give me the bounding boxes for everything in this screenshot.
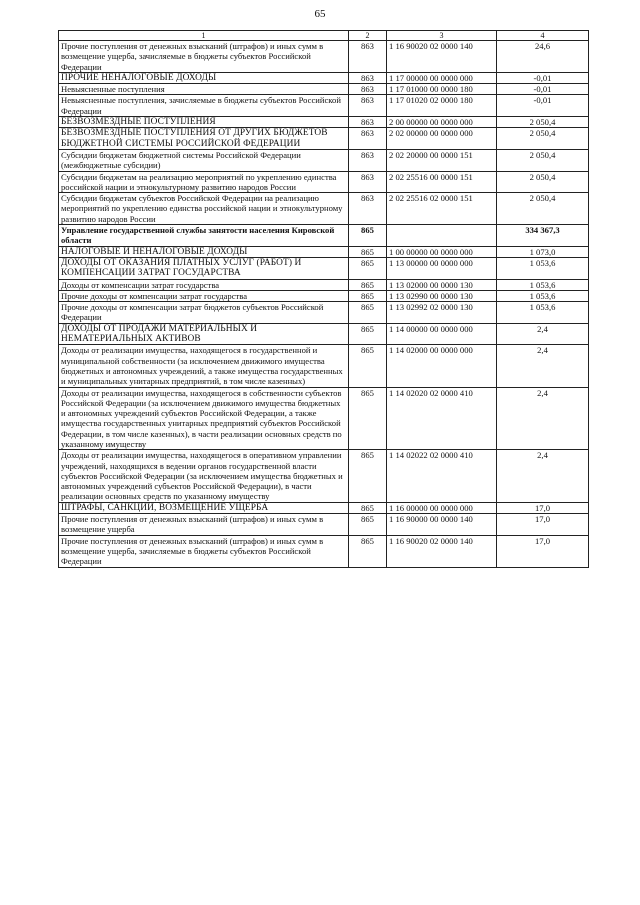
column-number: 4 bbox=[497, 31, 589, 41]
table-row bbox=[59, 193, 589, 225]
budget-classification-code-cell: 1 16 00000 00 0000 000 bbox=[387, 502, 497, 513]
amount-cell: 2,4 bbox=[497, 450, 589, 502]
table-row bbox=[59, 149, 589, 171]
table-row bbox=[59, 171, 589, 193]
table-row bbox=[59, 41, 589, 73]
amount-cell: 1 053,6 bbox=[497, 302, 589, 324]
table-row bbox=[59, 535, 589, 567]
table-row bbox=[59, 345, 589, 387]
table-row bbox=[59, 128, 589, 150]
admin-code-cell: 865 bbox=[349, 450, 387, 502]
income-name-cell: Прочие поступления от денежных взысканий (штрафов) и иных сумм в возмещение ущерба, зачисляемые в бюджеты субъектов Российской Федерации bbox=[59, 41, 349, 73]
page-number: 65 bbox=[314, 8, 326, 20]
income-name-cell: ПРОЧИЕ НЕНАЛОГОВЫЕ ДОХОДЫ bbox=[59, 72, 349, 83]
table-row bbox=[59, 279, 589, 290]
budget-classification-code-cell: 1 14 02000 00 0000 000 bbox=[387, 345, 497, 387]
budget-classification-code-cell: 1 13 02992 02 0000 130 bbox=[387, 302, 497, 324]
admin-code-cell: 865 bbox=[349, 257, 387, 279]
income-name-cell: Прочие доходы от компенсации затрат государства bbox=[59, 290, 349, 301]
table-row bbox=[59, 450, 589, 502]
income-name-cell: Доходы от реализации имущества, находящегося в государственной и муниципальной собственности (за исключением движимого имущества бюджетных и автономных учреждений, а также имущества государственных и муниципальных унитарных предприятий, в том числе казенных) bbox=[59, 345, 349, 387]
amount-cell: 17,0 bbox=[497, 514, 589, 536]
amount-cell: 2 050,4 bbox=[497, 149, 589, 171]
income-name-cell: Субсидии бюджетам на реализацию мероприятий по укреплению единства российской нации и этнокультурному развитию народов России bbox=[59, 171, 349, 193]
income-name-cell: Прочие поступления от денежных взысканий (штрафов) и иных сумм в возмещение ущерба, зачисляемые в бюджеты субъектов Российской Федерации bbox=[59, 535, 349, 567]
admin-code-cell: 863 bbox=[349, 72, 387, 83]
table-row bbox=[59, 323, 589, 345]
table-row bbox=[59, 387, 589, 450]
table-row bbox=[59, 257, 589, 279]
amount-cell: 334 367,3 bbox=[497, 225, 589, 247]
income-name-cell: Управление государственной службы занятости населения Кировской области bbox=[59, 225, 349, 247]
income-name-cell: БЕЗВОЗМЕЗДНЫЕ ПОСТУПЛЕНИЯ ОТ ДРУГИХ БЮДЖЕТОВ БЮДЖЕТНОЙ СИСТЕМЫ РОССИЙСКОЙ ФЕДЕРАЦИИ bbox=[59, 128, 349, 150]
admin-code-cell: 865 bbox=[349, 323, 387, 345]
budget-classification-code-cell: 1 17 01020 02 0000 180 bbox=[387, 95, 497, 117]
budget-classification-code-cell: 1 13 02000 00 0000 130 bbox=[387, 279, 497, 290]
amount-cell: 2,4 bbox=[497, 345, 589, 387]
budget-classification-code-cell: 1 13 02990 00 0000 130 bbox=[387, 290, 497, 301]
budget-classification-code-cell: 1 16 90020 02 0000 140 bbox=[387, 535, 497, 567]
table-row bbox=[59, 246, 589, 257]
amount-cell: 2 050,4 bbox=[497, 128, 589, 150]
amount-cell: 2 050,4 bbox=[497, 171, 589, 193]
admin-code-cell: 863 bbox=[349, 171, 387, 193]
admin-code-cell: 865 bbox=[349, 535, 387, 567]
budget-classification-code-cell: 1 17 00000 00 0000 000 bbox=[387, 72, 497, 83]
budget-classification-code-cell: 2 02 25516 00 0000 151 bbox=[387, 171, 497, 193]
amount-cell: 17,0 bbox=[497, 502, 589, 513]
budget-classification-code-cell: 1 00 00000 00 0000 000 bbox=[387, 246, 497, 257]
admin-code-cell: 863 bbox=[349, 84, 387, 95]
budget-classification-code-cell: 2 02 25516 02 0000 151 bbox=[387, 193, 497, 225]
budget-classification-code-cell: 1 16 90000 00 0000 140 bbox=[387, 514, 497, 536]
income-name-cell: Доходы от реализации имущества, находящегося в собственности субъектов Российской Федерации (за исключением движимого имущества бюджетных и автономных учреждений субъектов Российской Федерации, а также имущества государственных унитарных предприятий субъектов Российской Федерации, в том числе казенных), в части реализации основных средств по указанному имуществу bbox=[59, 387, 349, 450]
admin-code-cell: 865 bbox=[349, 246, 387, 257]
amount-cell: -0,01 bbox=[497, 72, 589, 83]
income-name-cell: НАЛОГОВЫЕ И НЕНАЛОГОВЫЕ ДОХОДЫ bbox=[59, 246, 349, 257]
amount-cell: 1 073,0 bbox=[497, 246, 589, 257]
column-numbers-row bbox=[59, 31, 589, 41]
income-name-cell: Прочие доходы от компенсации затрат бюджетов субъектов Российской Федерации bbox=[59, 302, 349, 324]
income-name-cell: Прочие поступления от денежных взысканий (штрафов) и иных сумм в возмещение ущерба bbox=[59, 514, 349, 536]
admin-code-cell: 865 bbox=[349, 514, 387, 536]
budget-classification-code-cell bbox=[387, 225, 497, 247]
admin-code-cell: 863 bbox=[349, 193, 387, 225]
income-name-cell: ДОХОДЫ ОТ ПРОДАЖИ МАТЕРИАЛЬНЫХ И НЕМАТЕРИАЛЬНЫХ АКТИВОВ bbox=[59, 323, 349, 345]
admin-code-cell: 863 bbox=[349, 149, 387, 171]
admin-code-cell: 865 bbox=[349, 279, 387, 290]
budget-classification-code-cell: 1 14 02022 02 0000 410 bbox=[387, 450, 497, 502]
budget-classification-code-cell: 1 16 90020 02 0000 140 bbox=[387, 41, 497, 73]
amount-cell: 24,6 bbox=[497, 41, 589, 73]
table-row bbox=[59, 514, 589, 536]
admin-code-cell: 865 bbox=[349, 302, 387, 324]
budget-classification-code-cell: 1 17 01000 00 0000 180 bbox=[387, 84, 497, 95]
amount-cell: 2 050,4 bbox=[497, 193, 589, 225]
admin-code-cell: 863 bbox=[349, 128, 387, 150]
table-row bbox=[59, 502, 589, 513]
budget-classification-code-cell: 2 02 00000 00 0000 000 bbox=[387, 128, 497, 150]
admin-code-cell: 865 bbox=[349, 225, 387, 247]
income-name-cell: Невыясненные поступления, зачисляемые в бюджеты субъектов Российской Федерации bbox=[59, 95, 349, 117]
table-row bbox=[59, 72, 589, 83]
income-name-cell: Субсидии бюджетам бюджетной системы Российской Федерации (межбюджетные субсидии) bbox=[59, 149, 349, 171]
column-number: 2 bbox=[349, 31, 387, 41]
table-row bbox=[59, 84, 589, 95]
income-name-cell: Доходы от компенсации затрат государства bbox=[59, 279, 349, 290]
income-name-cell: ШТРАФЫ, САНКЦИИ, ВОЗМЕЩЕНИЕ УЩЕРБА bbox=[59, 502, 349, 513]
admin-code-cell: 865 bbox=[349, 290, 387, 301]
admin-code-cell: 863 bbox=[349, 117, 387, 128]
income-name-cell: ДОХОДЫ ОТ ОКАЗАНИЯ ПЛАТНЫХ УСЛУГ (РАБОТ) И КОМПЕНСАЦИИ ЗАТРАТ ГОСУДАРСТВА bbox=[59, 257, 349, 279]
income-name-cell: Субсидии бюджетам субъектов Российской Федерации на реализацию мероприятий по укреплению единства российской нации и этнокультурному развитию народов России bbox=[59, 193, 349, 225]
income-name-cell: Доходы от реализации имущества, находящегося в оперативном управлении учреждений, находящихся в ведении органов государственной власти субъектов Российской Федерации (за исключением имущества бюджетных и автономных учреждений субъектов Российской Федерации), в части реализации основных средств по указанному имуществу bbox=[59, 450, 349, 502]
column-number: 3 bbox=[387, 31, 497, 41]
amount-cell: 1 053,6 bbox=[497, 279, 589, 290]
budget-classification-code-cell: 1 14 00000 00 0000 000 bbox=[387, 323, 497, 345]
table-row bbox=[59, 225, 589, 247]
column-number: 1 bbox=[59, 31, 349, 41]
income-name-cell: Невыясненные поступления bbox=[59, 84, 349, 95]
amount-cell: -0,01 bbox=[497, 84, 589, 95]
budget-classification-code-cell: 2 02 20000 00 0000 151 bbox=[387, 149, 497, 171]
budget-classification-code-cell: 2 00 00000 00 0000 000 bbox=[387, 117, 497, 128]
table-row bbox=[59, 302, 589, 324]
table-row bbox=[59, 290, 589, 301]
budget-classification-code-cell: 1 14 02020 02 0000 410 bbox=[387, 387, 497, 450]
amount-cell: 1 053,6 bbox=[497, 257, 589, 279]
budget-classification-code-cell: 1 13 00000 00 0000 000 bbox=[387, 257, 497, 279]
revenue-table bbox=[58, 30, 589, 568]
table-row bbox=[59, 95, 589, 117]
amount-cell: -0,01 bbox=[497, 95, 589, 117]
amount-cell: 17,0 bbox=[497, 535, 589, 567]
admin-code-cell: 865 bbox=[349, 345, 387, 387]
amount-cell: 1 053,6 bbox=[497, 290, 589, 301]
amount-cell: 2 050,4 bbox=[497, 117, 589, 128]
amount-cell: 2,4 bbox=[497, 323, 589, 345]
income-name-cell: БЕЗВОЗМЕЗДНЫЕ ПОСТУПЛЕНИЯ bbox=[59, 117, 349, 128]
amount-cell: 2,4 bbox=[497, 387, 589, 450]
admin-code-cell: 865 bbox=[349, 502, 387, 513]
admin-code-cell: 863 bbox=[349, 41, 387, 73]
admin-code-cell: 865 bbox=[349, 387, 387, 450]
table-row bbox=[59, 117, 589, 128]
admin-code-cell: 863 bbox=[349, 95, 387, 117]
